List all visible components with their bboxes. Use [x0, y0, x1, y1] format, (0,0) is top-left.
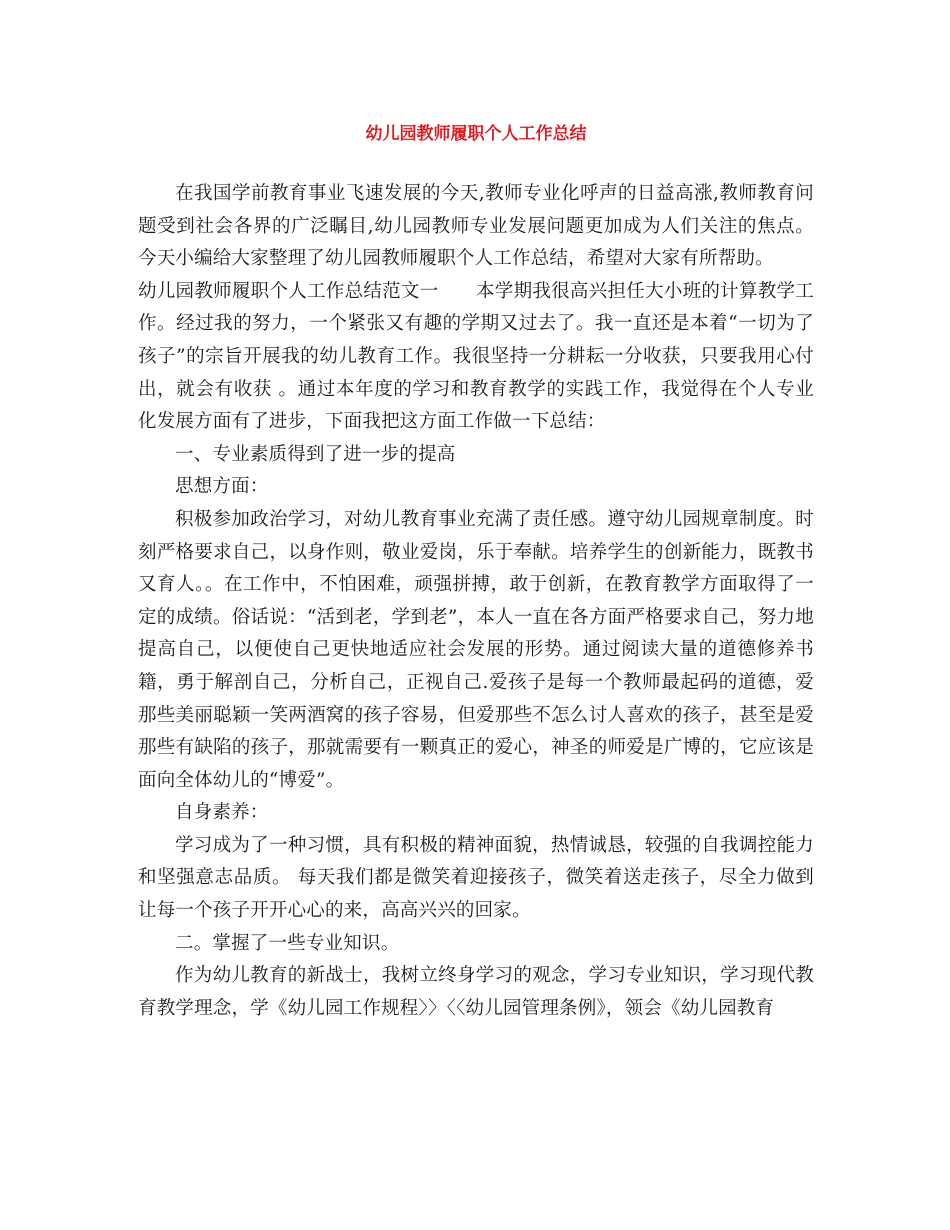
section-heading-professional-quality: 一、专业素质得到了进一步的提高	[175, 443, 456, 465]
section-heading-professional-knowledge: 二。掌握了一些专业知识。	[175, 932, 400, 954]
document-title: 幼儿园教师履职个人工作总结	[365, 124, 587, 144]
paragraph-self-cultivation: 学习成为了一种习惯，具有积极的精神面貌，热情诚恳，较强的自我调控能力和坚强意志品质。 每天我们都是微笑着迎接孩子，微笑着送走孩子，尽全力做到让每一个孩子开开心心的来，高高兴兴的回家。	[138, 834, 814, 922]
subheading-self-cultivation: 自身素养：	[175, 802, 269, 824]
document-page	[138, 118, 814, 1025]
document-body	[138, 178, 814, 1025]
paragraph-ideology: 积极参加政治学习，对幼儿教育事业充满了责任感。遵守幼儿园规章制度。时刻严格要求自己，以身作则，敬业爱岗，乐于奉献。培养学生的创新能力，既教书又育人。。在工作中，不怕困难，顽强拼搏，敢于创新，在教育教学方面取得了一定的成绩。俗话说：“活到老，学到老”，本人一直在各方面严格要求自己，努力地提高自己，以便使自己更快地适应社会发展的形势。通过阅读大量的道德修养书籍，勇于解剖自己，分析自己，正视自己.爱孩子是每一个教师最起码的道德，爱那些美丽聪颖一笑两酒窝的孩子容易，但爱那些不怎么讨人喜欢的孩子，甚至是爱那些有缺陷的孩子，那就需要有一颗真正的爱心，神圣的师爱是广博的，它应该是面向全体幼儿的“博爱”。	[138, 508, 814, 791]
subheading-ideology: 思想方面：	[175, 476, 269, 498]
paragraph-professional-knowledge: 作为幼儿教育的新战士，我树立终身学习的观念，学习专业知识，学习现代教育教学理念，学《幼儿园工作规程〉〉〈〈幼儿园管理条例》，领会《幼儿园教育	[138, 965, 814, 1019]
paragraph-intro: 在我国学前教育事业飞速发展的今天,教师专业化呼声的日益高涨,教师教育问题受到社会各界的广泛瞩目,幼儿园教师专业发展问题更加成为人们关注的焦点。今天小编给大家整理了幼儿园教师履职个人工作总结，希望对大家有所帮助。	[138, 183, 814, 270]
paragraph-sample-one: 幼儿园教师履职个人工作总结范文一 本学期我很高兴担任大小班的计算教学工作。经过我的努力，一个紧张又有趣的学期又过去了。我一直还是本着“一切为了孩子”的宗旨开展我的幼儿教育工作。我很坚持一分耕耘一分收获，只要我用心付出，就会有收获 。通过本年度的学习和教育教学的实践工作，我觉得在个人专业化发展方面有了进步，下面我把这方面工作做一下总结：	[138, 280, 814, 433]
